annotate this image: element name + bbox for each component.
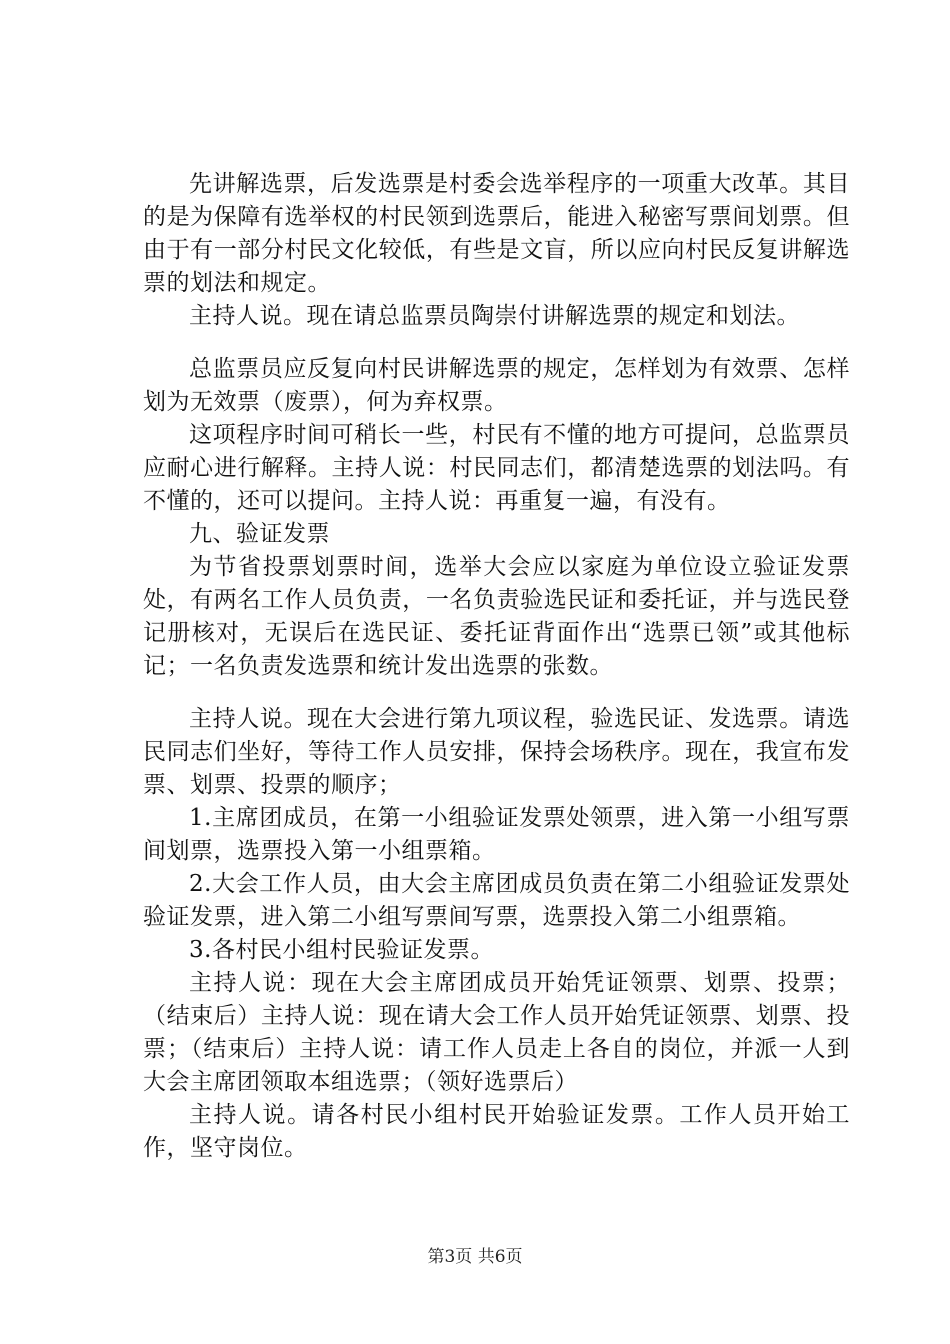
paragraph: 主持人说：现在大会主席团成员开始凭证领票、划票、投票；（结束后）主持人说：现在请大会工作人员开始凭证领票、划票、投票；（结束后）主持人说：请工作人员走上各自的岗位，并派一人到大会主席团领取本组选票；（领好选票后） xyxy=(143,970,850,1095)
paragraph: 为节省投票划票时间，选举大会应以家庭为单位设立验证发票处，有两名工作人员负责，一名负责验选民证和委托证，并与选民登记册核对，无误后在选民证、委托证背面作出“选票已领”或其他标记；一名负责发选票和统计发出选票的张数。 xyxy=(143,554,850,679)
paragraph: 主持人说。现在大会进行第九项议程，验选民证、发选票。请选民同志们坐好，等待工作人员安排，保持会场秩序。现在，我宣布发票、划票、投票的顺序； xyxy=(143,706,850,798)
list-item: 3.各村民小组村民验证发票。 xyxy=(189,937,494,963)
paragraph: 总监票员应反复向村民讲解选票的规定，怎样划为有效票、怎样划为无效票（废票），何为弃权票。 xyxy=(143,356,850,415)
paragraph: 这项程序时间可稍长一些，村民有不懂的地方可提问，总监票员应耐心进行解释。主持人说：村民同志们，都清楚选票的划法吗。有不懂的，还可以提问。主持人说：再重复一遍，有没有。 xyxy=(143,422,850,514)
list-item: 2.大会工作人员，由大会主席团成员负责在第二小组验证发票处验证发票，进入第二小组写票间写票，选票投入第二小组票箱。 xyxy=(143,871,850,930)
paragraph: 主持人说。现在请总监票员陶崇付讲解选票的规定和划法。 xyxy=(189,303,800,329)
paragraph: 先讲解选票，后发选票是村委会选举程序的一项重大改革。其目的是为保障有选举权的村民领到选票后，能进入秘密写票间划票。但由于有一部分村民文化较低，有些是文盲，所以应向村民反复讲解选票的划法和规定。 xyxy=(143,171,850,296)
page-number: 第3页 共6页 xyxy=(427,1247,523,1267)
section-heading: 九、验证发票 xyxy=(189,521,330,547)
document-body xyxy=(143,168,850,1165)
paragraph: 主持人说。请各村民小组村民开始验证发票。工作人员开始工作，坚守岗位。 xyxy=(143,1102,850,1161)
list-item: 1.主席团成员，在第一小组验证发票处领票，进入第一小组写票间划票，选票投入第一小组票箱。 xyxy=(143,805,850,864)
